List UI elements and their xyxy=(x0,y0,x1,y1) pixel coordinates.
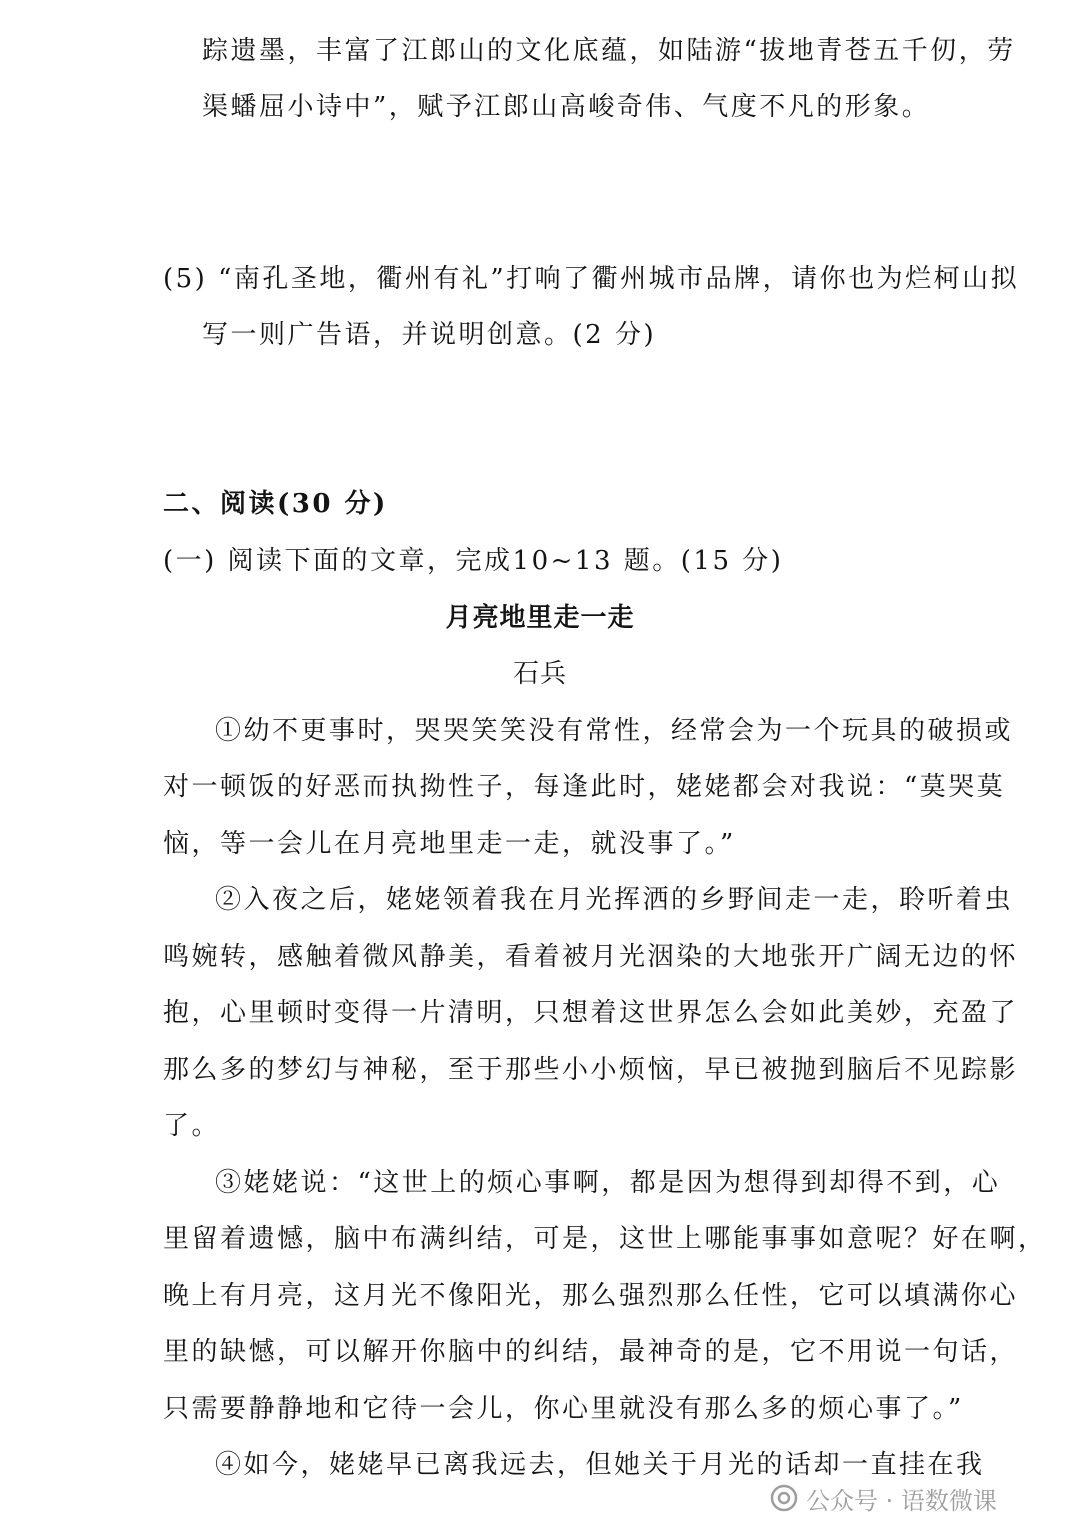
question-5-line-1: (5) “南孔圣地，衢州有礼”打响了衢州城市品牌，请你也为烂柯山拟 xyxy=(163,264,1020,294)
reading-instruction: (一) 阅读下面的文章，完成10~13 题。(15 分) xyxy=(163,546,784,576)
section-heading: 二、阅读(30 分) xyxy=(163,489,388,519)
article-line: ①幼不更事时，哭哭笑笑没有常性，经常会为一个玩具的破损或 xyxy=(215,716,1014,746)
question-5-line-2: 写一则广告语，并说明创意。(2 分) xyxy=(202,320,657,350)
article-line: ④如今，姥姥早已离我远去，但她关于月光的话却一直挂在我 xyxy=(215,1450,985,1480)
watermark-text: 公众号 · 语数微课 xyxy=(806,1486,997,1515)
article-line: 晚上有月亮，这月光不像阳光，那么强烈那么任性，它可以填满你心 xyxy=(163,1281,1019,1311)
article-line: 只需要静静地和它待一会儿，你心里就没有那么多的烦心事了。” xyxy=(163,1394,964,1424)
article-line: 了。 xyxy=(163,1111,221,1141)
article-title: 月亮地里走一走 xyxy=(445,603,635,633)
wechat-official-account-icon xyxy=(770,1484,798,1512)
article-line: 抱，心里顿时变得一片清明，只想着这世界怎么会如此美妙，充盈了 xyxy=(163,998,1019,1028)
article-line: 那么多的梦幻与神秘，至于那些小小烦恼，早已被抛到脑后不见踪影 xyxy=(163,1055,1019,1085)
article-line: ②入夜之后，姥姥领着我在月光挥洒的乡野间走一走，聆听着虫 xyxy=(215,885,1014,915)
article-author: 石兵 xyxy=(512,659,567,689)
watermark xyxy=(770,1478,997,1518)
article-line: 恼，等一会儿在月亮地里走一走，就没事了。” xyxy=(163,829,736,859)
continuation-line-2: 渠蟠屈小诗中”，赋予江郎山高峻奇伟、气度不凡的形象。 xyxy=(202,92,931,122)
article-line: ③姥姥说：“这世上的烦心事啊，都是因为想得到却得不到，心 xyxy=(215,1168,1001,1198)
article-line: 对一顿饭的好恶而执拗性子，每逢此时，姥姥都会对我说：“莫哭莫 xyxy=(163,772,1006,802)
article-line: 鸣婉转，感触着微风静美，看着被月光洇染的大地张开广阔无边的怀 xyxy=(163,942,1019,972)
article-line: 里的缺憾，可以解开你脑中的纠结，最神奇的是，它不用说一句话， xyxy=(163,1337,1019,1367)
article-line: 里留着遗憾，脑中布满纠结，可是，这世上哪能事事如意呢？好在啊， xyxy=(163,1224,1047,1254)
continuation-line-1: 踪遗墨，丰富了江郎山的文化底蕴，如陆游“拔地青苍五千仞，劳 xyxy=(202,36,1016,66)
